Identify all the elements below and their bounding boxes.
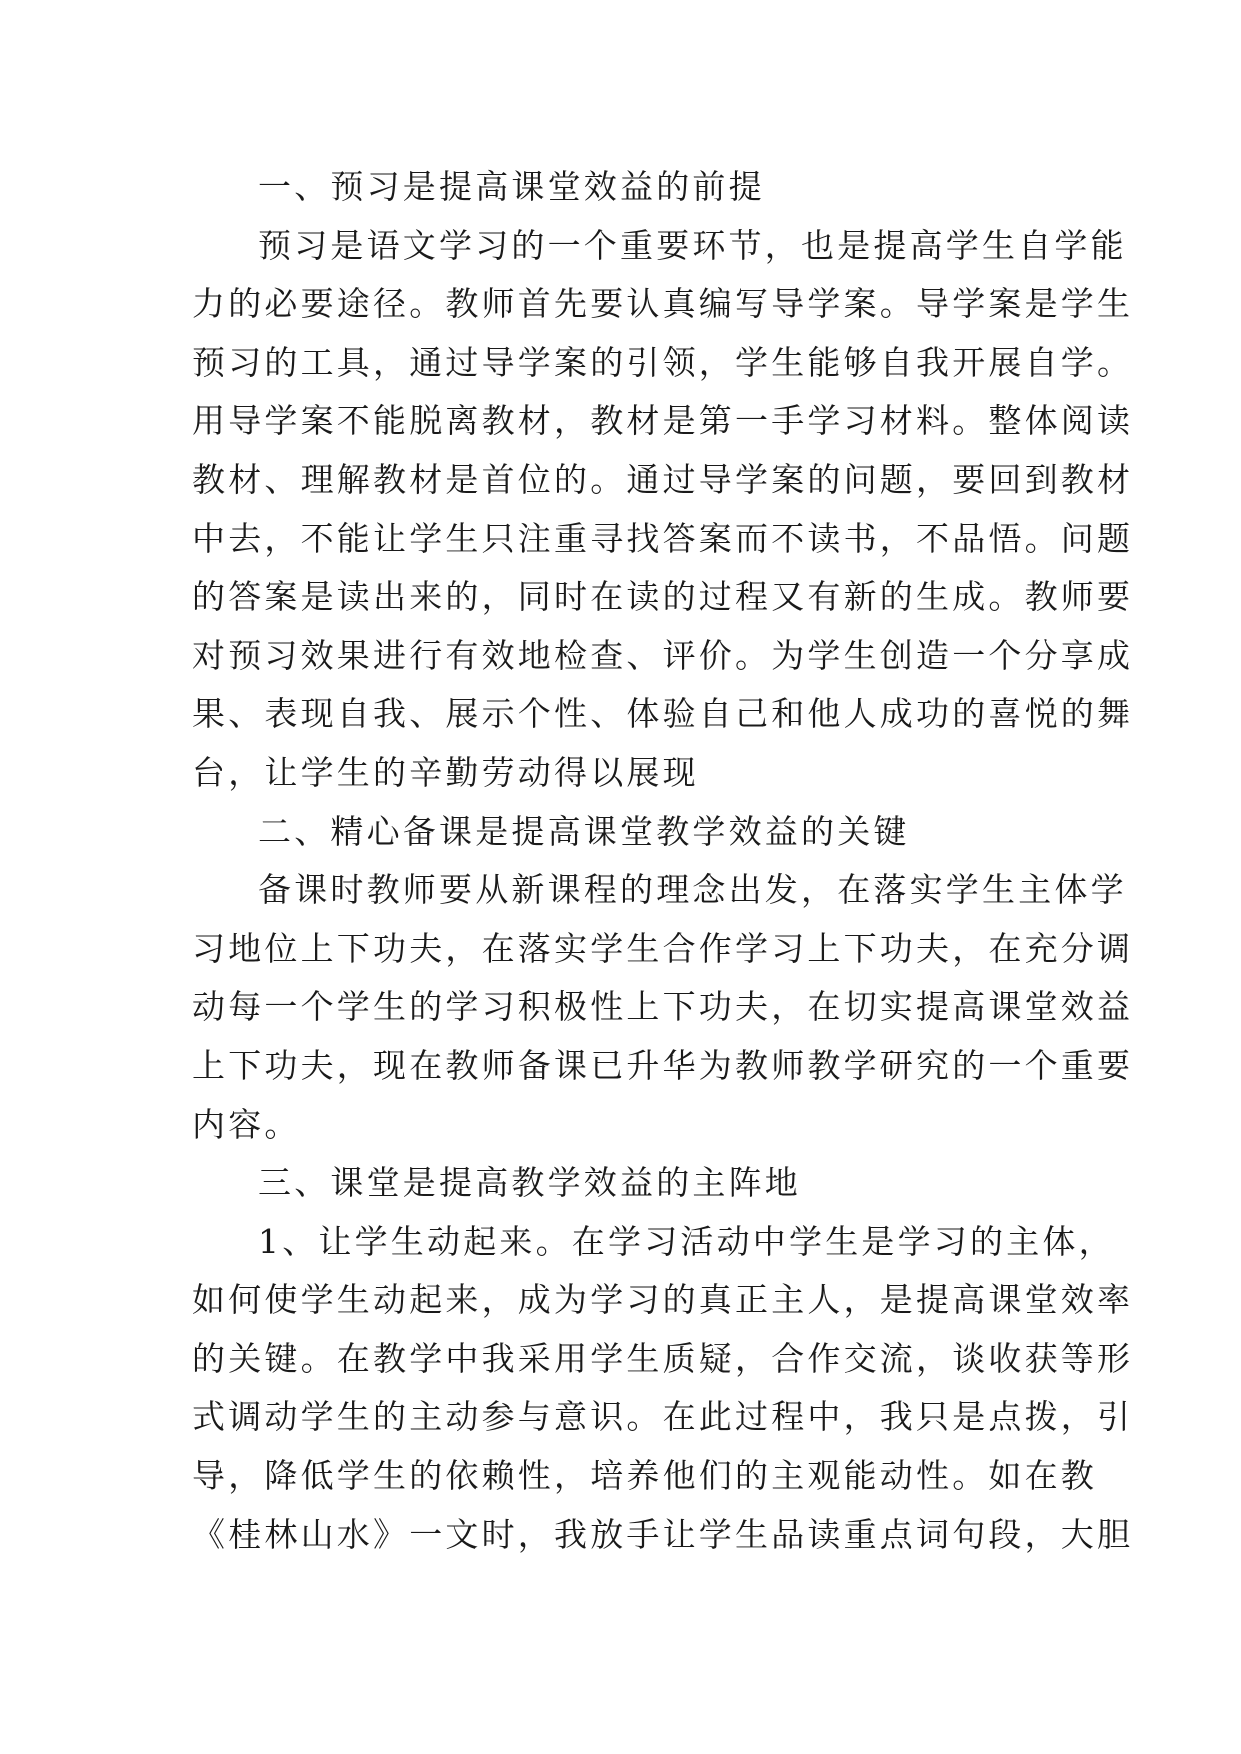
paragraph-line: 式调动学生的主动参与意识。在此过程中，我只是点拨，引 bbox=[192, 1397, 1134, 1437]
paragraph-line: 预习的工具，通过导学案的引领，学生能够自我开展自学。 bbox=[192, 342, 1134, 382]
paragraph-line: 果、表现自我、展示个性、体验自己和他人成功的喜悦的舞 bbox=[192, 694, 1134, 734]
paragraph-line: 上下功夫，现在教师备课已升华为教师教学研究的一个重要 bbox=[192, 1045, 1134, 1085]
paragraph-line: 习地位上下功夫，在落实学生合作学习上下功夫，在充分调 bbox=[192, 928, 1134, 968]
paragraph-line: 对预习效果进行有效地检查、评价。为学生创造一个分享成 bbox=[192, 635, 1134, 675]
paragraph-line: 动每一个学生的学习积极性上下功夫，在切实提高课堂效益 bbox=[192, 987, 1134, 1027]
paragraph-line: 预习是语文学习的一个重要环节，也是提高学生自学能 bbox=[258, 225, 1127, 265]
heading-preview: 一、预习是提高课堂效益的前提 bbox=[258, 167, 765, 206]
document-page bbox=[192, 158, 1134, 1564]
paragraph-line: 1、让学生动起来。在学习活动中学生是学习的主体， bbox=[258, 1221, 1115, 1261]
paragraph-line: 力的必要途径。教师首先要认真编写导学案。导学案是学生 bbox=[192, 284, 1134, 324]
paragraph-line: 导，降低学生的依赖性，培养他们的主观能动性。如在教 bbox=[192, 1456, 1097, 1496]
paragraph-line: 中去，不能让学生只注重寻找答案而不读书，不品悟。问题 bbox=[192, 518, 1134, 558]
paragraph-line: 教材、理解教材是首位的。通过导学案的问题，要回到教材 bbox=[192, 459, 1134, 499]
heading-lesson-prep: 二、精心备课是提高课堂教学效益的关键 bbox=[258, 811, 910, 851]
paragraph-line: 内容。 bbox=[192, 1104, 301, 1144]
paragraph-line: 的答案是读出来的，同时在读的过程又有新的生成。教师要 bbox=[192, 577, 1134, 617]
heading-classroom: 三、课堂是提高教学效益的主阵地 bbox=[258, 1163, 801, 1203]
paragraph-line: 《桂林山水》一文时，我放手让学生品读重点词句段，大胆 bbox=[192, 1514, 1134, 1554]
paragraph-line: 如何使学生动起来，成为学习的真正主人，是提高课堂效率 bbox=[192, 1280, 1134, 1320]
paragraph-line: 用导学案不能脱离教材，教材是第一手学习材料。整体阅读 bbox=[192, 401, 1134, 441]
paragraph-line: 备课时教师要从新课程的理念出发，在落实学生主体学 bbox=[258, 870, 1127, 910]
paragraph-line: 的关键。在教学中我采用学生质疑，合作交流，谈收获等形 bbox=[192, 1338, 1134, 1378]
paragraph-line: 台，让学生的辛勤劳动得以展现 bbox=[192, 752, 699, 792]
